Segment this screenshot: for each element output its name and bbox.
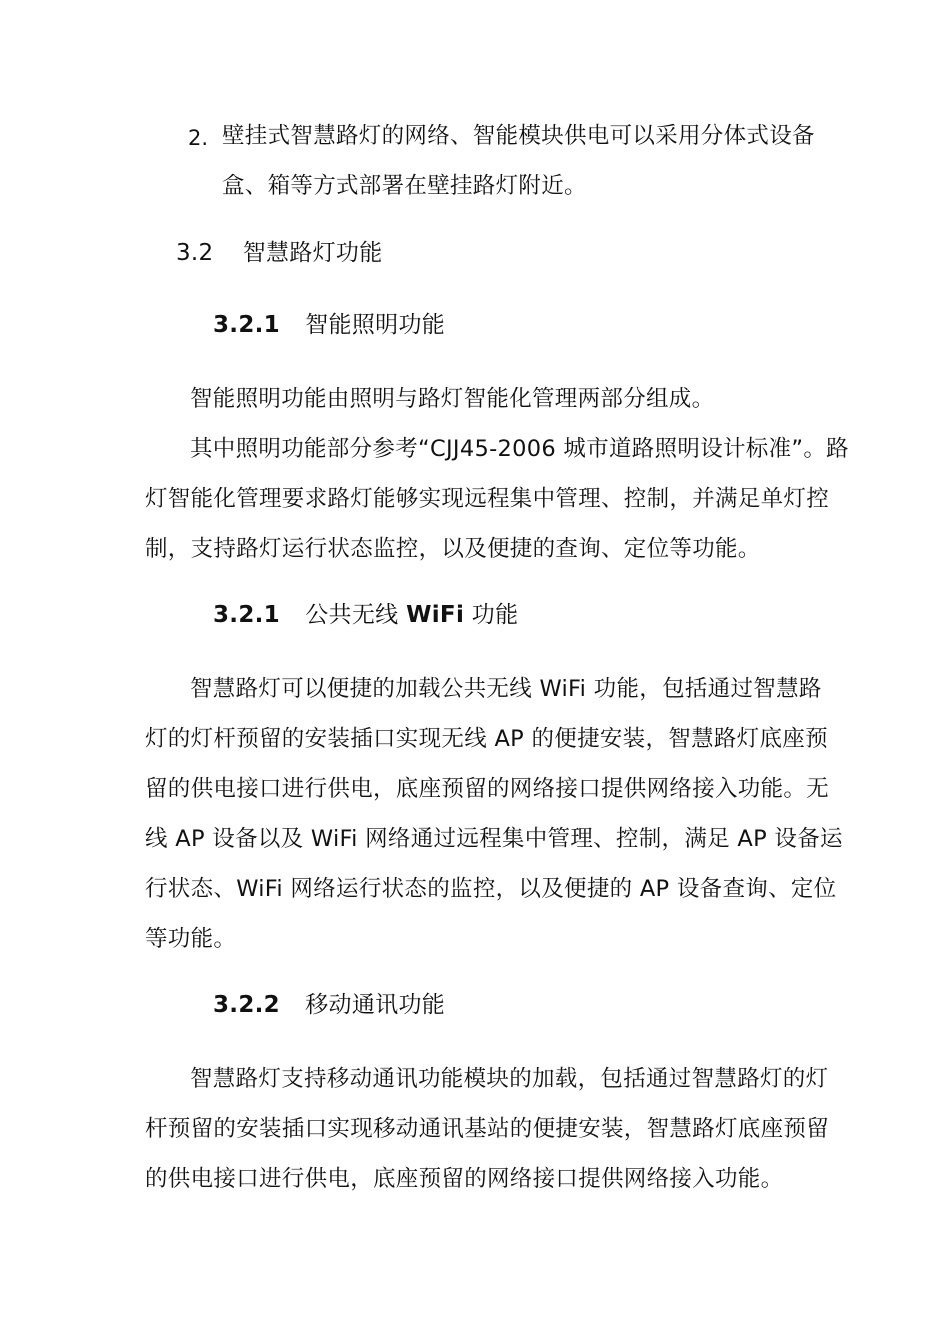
subsection-heading (213, 310, 445, 340)
subsection-number: 3.2.1 (213, 312, 280, 338)
subsection-number: 3.2.1 (213, 602, 280, 628)
subsection-title-suffix: 功能 (471, 602, 519, 628)
section-heading (176, 238, 383, 268)
paragraph-line: 杆预留的安装插口实现移动通讯基站的便捷安装，智慧路灯底座预留 (145, 1116, 830, 1142)
paragraph-line: 灯的灯杆预留的安装插口实现无线 AP 的便捷安装，智慧路灯底座预 (145, 726, 828, 752)
list-number: 2. (188, 126, 209, 150)
paragraph-line: 留的供电接口进行供电，底座预留的网络接口提供网络接入功能。无 (145, 776, 830, 802)
paragraph-line: 灯智能化管理要求路灯能够实现远程集中管理、控制，并满足单灯控 (145, 486, 830, 512)
section-title: 智慧路灯功能 (242, 240, 383, 266)
subsection-title: 公共无线 (305, 602, 399, 628)
subsection-title-wifi: WiFi (406, 602, 465, 628)
list-item-line: 壁挂式智慧路灯的网络、智能模块供电可以采用分体式设备 (222, 123, 815, 149)
paragraph-line: 制，支持路灯运行状态监控，以及便捷的查询、定位等功能。 (145, 536, 761, 562)
subsection-heading (213, 600, 518, 630)
paragraph-line: 智能照明功能由照明与路灯智能化管理两部分组成。 (190, 386, 715, 412)
paragraph-line: 智慧路灯支持移动通讯功能模块的加载，包括通过智慧路灯的灯 (190, 1066, 829, 1092)
paragraph-line: 智慧路灯可以便捷的加载公共无线 WiFi 功能，包括通过智慧路 (190, 676, 822, 702)
subsection-heading (213, 990, 445, 1020)
subsection-title: 移动通讯功能 (305, 992, 446, 1018)
paragraph-line: 等功能。 (145, 926, 237, 952)
paragraph-line: 的供电接口进行供电，底座预留的网络接口提供网络接入功能。 (145, 1166, 784, 1192)
subsection-number: 3.2.2 (213, 992, 280, 1018)
list-item-line: 盒、箱等方式部署在壁挂路灯附近。 (222, 173, 587, 199)
section-number: 3.2 (176, 240, 214, 266)
paragraph-line: 其中照明功能部分参考“CJJ45-2006 城市道路照明设计标准”。路 (190, 436, 849, 462)
paragraph-line: 线 AP 设备以及 WiFi 网络通过远程集中管理、控制，满足 AP 设备运 (145, 826, 843, 852)
paragraph-line: 行状态、WiFi 网络运行状态的监控，以及便捷的 AP 设备查询、定位 (145, 876, 837, 902)
subsection-title: 智能照明功能 (305, 312, 446, 338)
